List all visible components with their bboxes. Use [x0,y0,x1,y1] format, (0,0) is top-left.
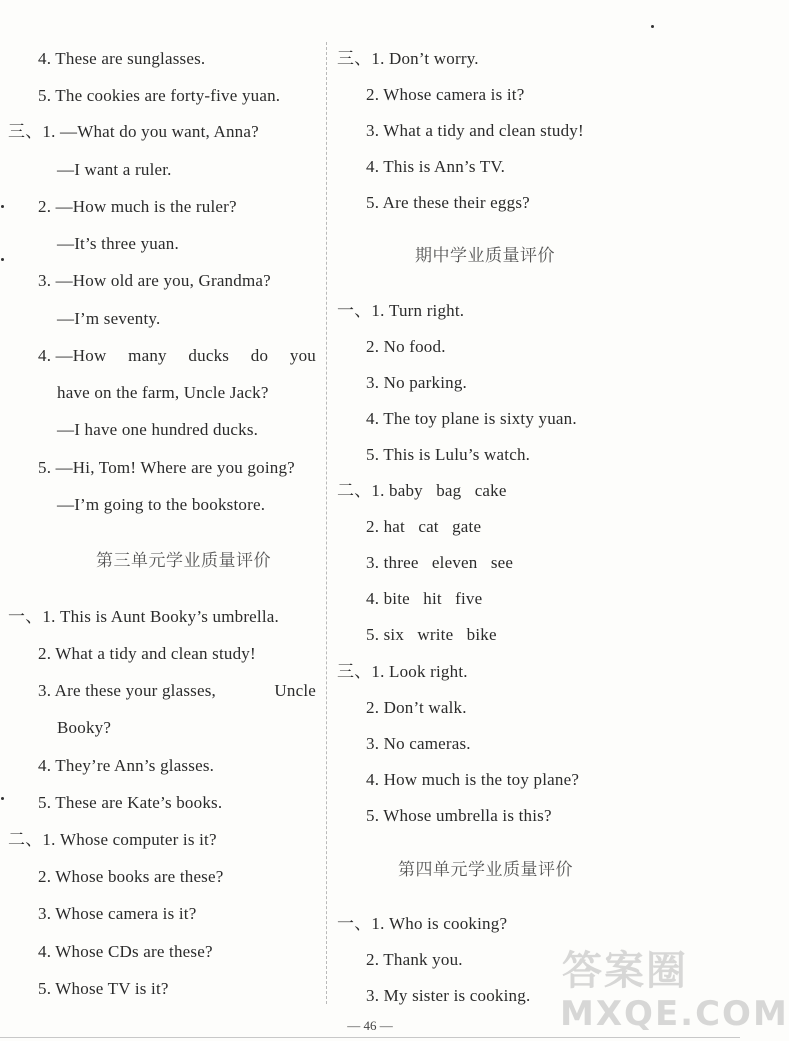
answer-line: 4. The toy plane is sixty yuan. [366,409,577,428]
answer-line: 4. Whose CDs are these? [38,942,213,961]
answer-line: 5. The cookies are forty-five yuan. [38,86,281,105]
answer-line: 3. What a tidy and clean study! [366,121,584,140]
answer-line: 4. These are sunglasses. [38,49,206,68]
bottom-rule [0,1037,740,1038]
section-answer-line: 三、1. —What do you want, Anna? [8,122,259,141]
text-segment: Uncle [274,681,316,700]
answer-line: —I’m seventy. [57,309,161,328]
answer-line: 2. Don’t walk. [366,698,467,717]
section-heading: 第四单元学业质量评价 [398,860,573,879]
answer-line: 3. three eleven see [366,553,514,572]
answer-line: 2. —How much is the ruler? [38,197,237,216]
answer-line: 3. Whose camera is it? [38,904,197,923]
answer-line: 5. Whose umbrella is this? [366,806,552,825]
answer-line: 5. Whose TV is it? [38,979,169,998]
answer-line: 4. This is Ann’s TV. [366,157,506,176]
scan-speck [1,205,4,208]
section-answer-line: 二、1. baby bag cake [337,481,507,500]
answer-line: 2. No food. [366,337,446,356]
word: do [250,346,269,365]
section-answer-line: 一、1. Turn right. [337,301,465,320]
answer-line: 2. Whose camera is it? [366,85,525,104]
answer-line-justified [38,346,316,366]
answer-line: 3. No cameras. [366,734,471,753]
word: many [128,346,167,365]
answer-line: 4. They’re Ann’s glasses. [38,756,215,775]
watermark-chinese-text: 答案圈 [562,948,688,994]
section-answer-line: 三、1. Look right. [337,662,468,681]
answer-line: 3. No parking. [366,373,468,392]
scan-speck [1,258,4,261]
answer-line: 5. This is Lulu’s watch. [366,445,531,464]
answer-line: 3. —How old are you, Grandma? [38,271,271,290]
answer-line: have on the farm, Uncle Jack? [57,383,269,402]
answer-line: 2. hat cat gate [366,517,482,536]
section-answer-line: 二、1. Whose computer is it? [8,830,217,849]
page-number: — 46 — [347,1018,393,1033]
answer-line: 3. My sister is cooking. [366,986,531,1005]
column-divider [326,42,327,1004]
answer-line-justified [38,681,316,701]
word: ducks [188,346,230,365]
answer-line: 5. Are these their eggs? [366,193,530,212]
answer-line: —I have one hundred ducks. [57,420,259,439]
answer-line: —It’s three yuan. [57,234,179,253]
section-answer-line: 一、1. This is Aunt Booky’s umbrella. [8,607,279,626]
answer-line: —I’m going to the bookstore. [57,495,266,514]
answer-line: Booky? [57,718,112,737]
answer-line: 2. What a tidy and clean study! [38,644,256,663]
section-answer-line: 三、1. Don’t worry. [337,49,479,68]
scan-speck [1,797,4,800]
section-heading: 期中学业质量评价 [415,246,555,265]
answer-line: 2. Thank you. [366,950,463,969]
section-heading: 第三单元学业质量评价 [96,551,271,570]
answer-line: 5. —Hi, Tom! Where are you going? [38,458,295,477]
scan-speck [651,25,654,28]
text-segment: 3. Are these your glasses, [38,681,216,700]
answer-line: 5. These are Kate’s books. [38,793,223,812]
answer-line: 4. How much is the toy plane? [366,770,580,789]
section-answer-line: 一、1. Who is cooking? [337,914,508,933]
watermark-english-text: MXQE.COM [560,994,789,1034]
answer-line: 5. six write bike [366,625,497,644]
answer-line: 2. Whose books are these? [38,867,224,886]
answer-line: —I want a ruler. [57,160,172,179]
answer-line: 4. bite hit five [366,589,483,608]
word: you [289,346,316,365]
word: 4. —How [38,346,107,365]
